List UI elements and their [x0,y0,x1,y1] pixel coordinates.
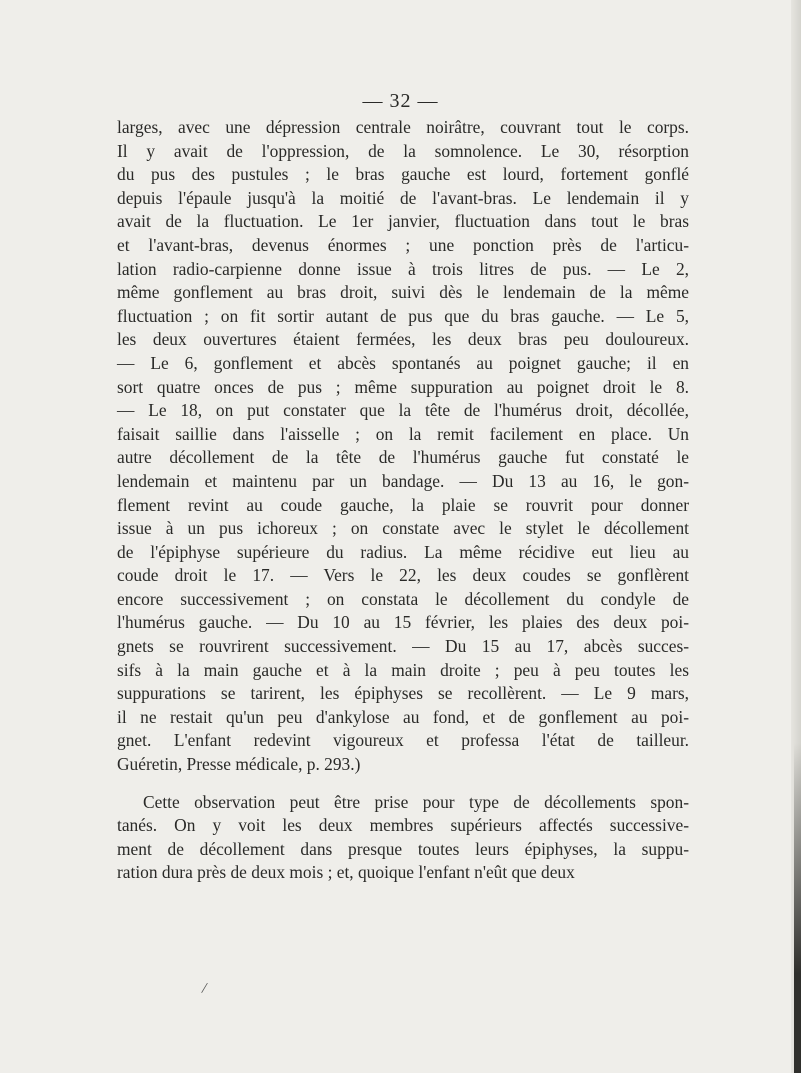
text-line: même gonflement au bras droit, suivi dès le lendemain de la même [117,282,689,303]
text-line: il ne restait qu'un peu d'ankylose au fond, et de gonflement au poi- [117,706,689,727]
text-line: flement revint au coude gauche, la plaie se rouvrit pour donner [117,494,689,515]
text-line: l'humérus gauche. — Du 10 au 15 février, les plaies des deux poi- [117,612,689,633]
text-line: coude droit le 17. — Vers le 22, les deux coudes se gonflèrent [117,565,689,586]
paragraph-1 [117,116,689,777]
page-number: — 32 — [362,90,439,112]
text-line: lation radio-carpienne donne issue à trois litres de pus. — Le 2, [117,258,689,279]
text-line: tanés. On y voit les deux membres supérieurs affectés successive- [117,815,689,836]
text-line: autre décollement de la tête de l'humérus gauche fut constaté le [117,447,689,468]
text-line: Guéretin, Presse médicale, p. 293.) [117,754,361,775]
text-line: ration dura près de deux mois ; et, quoique l'enfant n'eût que deux [117,862,575,883]
text-line: encore successivement ; on constata le décollement du condyle de [117,588,689,609]
text-line: larges, avec une dépression centrale noirâtre, couvrant tout le corps. [117,117,689,137]
text-line: gnets se rouvrirent successivement. — Du 15 au 17, abcès succes- [117,636,689,657]
text-line: les deux ouvertures étaient fermées, les deux bras peu douloureux. [117,329,689,350]
text-line: gnet. L'enfant redevint vigoureux et professa l'état de tailleur. [117,730,689,751]
text-line: suppurations se tarirent, les épiphyses se recollèrent. — Le 9 mars, [117,683,689,704]
text-line: fluctuation ; on fit sortir autant de pus que du bras gauche. — Le 5, [117,305,689,326]
text-line: du pus des pustules ; le bras gauche est lourd, fortement gonflé [117,164,689,185]
text-line: depuis l'épaule jusqu'à la moitié de l'avant-bras. Le lendemain il y [117,187,689,208]
text-line: issue à un pus ichoreux ; on constate avec le stylet le décollement [117,518,689,539]
text-line: de l'épiphyse supérieure du radius. La même récidive eut lieu au [117,541,689,562]
text-line: Il y avait de l'oppression, de la somnolence. Le 30, résorption [117,140,689,161]
text-line: et l'avant-bras, devenus énormes ; une ponction près de l'articu- [117,234,689,255]
text-line: sort quatre onces de pus ; même suppuration au poignet droit le 8. [117,376,689,397]
text-line: faisait saillie dans l'aisselle ; on la remit facilement en place. Un [117,423,689,444]
page-edge-dark-band [794,743,801,1073]
text-line: — Le 18, on put constater que la tête de l'humérus droit, décollée, [117,400,689,421]
text-line: — Le 6, gonflement et abcès spontanés au poignet gauche; il en [117,352,689,373]
paragraph-2 [117,791,689,885]
text-line: lendemain et maintenu par un bandage. — Du 13 au 16, le gon- [117,470,689,491]
text-line: ment de décollement dans presque toutes leurs épiphyses, la suppu- [117,838,689,859]
text-line: sifs à la main gauche et à la main droite ; peu à peu toutes les [117,659,689,680]
stray-mark: / [200,979,209,998]
body-text [117,116,689,885]
text-line: avait de la fluctuation. Le 1er janvier, fluctuation dans tout le bras [117,211,689,232]
text-line: Cette observation peut être prise pour type de décollements spon- [143,791,689,812]
